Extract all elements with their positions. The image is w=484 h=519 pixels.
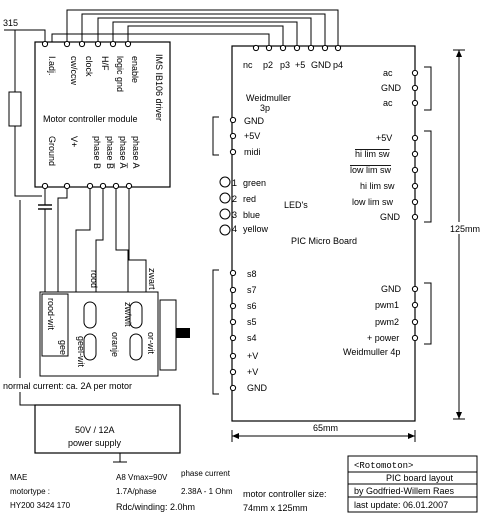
coil-1 xyxy=(84,302,96,328)
pin-phase-b-bar: phase B̅ xyxy=(105,136,115,170)
pin-midi-5v: +5V xyxy=(244,131,261,141)
pin-hi-lim-2: hi lim sw xyxy=(360,181,395,191)
weidmuller-3p-name: Weidmuller xyxy=(246,93,291,103)
led-1-color: green xyxy=(243,178,267,188)
power-supply xyxy=(35,405,180,462)
motor-shaft xyxy=(176,328,190,338)
led-4-color: yellow xyxy=(243,224,269,234)
pin-s7: s7 xyxy=(247,285,257,295)
pin-sw-5v: +5V xyxy=(376,133,393,143)
spec-phase-current-value: 2.38A - 1 Ohm xyxy=(181,487,233,496)
pin-iadj: I.adj. xyxy=(47,56,57,76)
spec-mae: MAE xyxy=(10,473,28,482)
pin-pwm2: pwm2 xyxy=(375,317,400,327)
height-dimension xyxy=(448,50,480,419)
pin-hf: H/F xyxy=(100,56,110,71)
pin-s5: s5 xyxy=(247,317,257,327)
pin-pwm1: pwm1 xyxy=(375,300,400,310)
spec-motortype-label: motortype : xyxy=(10,487,51,496)
weidmuller-3p-sub: 3p xyxy=(260,103,271,113)
pin-ground: Ground xyxy=(47,136,57,167)
control-wires xyxy=(4,10,338,46)
psu-line2: power supply xyxy=(68,438,122,448)
pin-sw-gnd: GND xyxy=(380,212,400,222)
resistor-symbol xyxy=(9,92,21,126)
pin-s6: s6 xyxy=(247,301,257,311)
pin-hi-lim-1: hi lim sw xyxy=(355,149,390,159)
pin-vplus-1: +V xyxy=(247,351,259,361)
pin-p4: p4 xyxy=(333,60,344,70)
stepper-motor xyxy=(1,268,190,392)
wire-rood: rood xyxy=(89,270,99,289)
pin-enable: enable xyxy=(130,56,140,84)
pin-p3: p3 xyxy=(280,60,291,70)
title-subtitle: PIC board layout xyxy=(386,473,454,483)
led-3-num: 3 xyxy=(232,210,238,220)
spec-rdc: Rdc/winding: 2.0hm xyxy=(116,502,196,512)
wire-or-wit: or-wit xyxy=(146,332,156,354)
pin-cw-ccw: cw/ccw xyxy=(69,56,79,85)
led-1-num: 1 xyxy=(232,178,238,188)
title-name: <Rotomoton> xyxy=(354,461,414,471)
pin-low-lim-1: low lim sw xyxy=(350,165,392,175)
led-1 xyxy=(220,177,230,187)
pin-phase-a: phase A xyxy=(131,136,141,169)
pin-gnd-bottom: GND xyxy=(247,383,267,393)
motor-specs xyxy=(10,469,327,513)
pin-ac-2: ac xyxy=(383,98,393,108)
led-2-num: 2 xyxy=(232,194,238,204)
spec-a8: A8 Vmax=90V xyxy=(116,473,168,482)
normal-current-note: normal current: ca. 2A per motor xyxy=(3,381,133,391)
spec-motortype-value: HY200 3424 170 xyxy=(10,501,71,510)
wire-zw-wit: zw/wit xyxy=(123,302,133,327)
weidmuller-4p-label: Weidmuller 4p xyxy=(343,347,401,357)
spec-per-phase: 1.7A/phase xyxy=(116,487,157,496)
pin-clock: clock xyxy=(84,56,94,77)
wire-zwart: zwart xyxy=(147,268,157,290)
title-author: by Godfried-Willem Raes xyxy=(354,486,455,496)
pin-midi: midi xyxy=(244,147,261,157)
pin-s8: s8 xyxy=(247,269,257,279)
controller-size-value: 74mm x 125mm xyxy=(243,503,308,513)
pin-nc: nc xyxy=(243,60,253,70)
pic-board xyxy=(213,45,431,421)
leds-label: LED's xyxy=(284,200,308,210)
pin-vplus-2: +V xyxy=(247,367,259,377)
phase-wires xyxy=(58,189,146,300)
led-3 xyxy=(220,209,230,219)
led-4 xyxy=(220,225,230,235)
title-block xyxy=(348,456,477,512)
led-2 xyxy=(220,193,230,203)
driver-label: IMS IB106 driver xyxy=(154,54,164,122)
title-last-update: last update: 06.01.2007 xyxy=(354,500,449,510)
wire-geel-wit: geel-wit xyxy=(76,336,86,368)
pin-gnd-top: GND xyxy=(311,60,331,70)
height-dim-label: 125mm xyxy=(450,224,481,234)
pin-power: + power xyxy=(367,333,400,343)
pin-low-lim-2: low lim sw xyxy=(352,197,394,207)
module-title: Motor controller module xyxy=(43,114,138,124)
wire-oranje: oranje xyxy=(110,332,120,358)
width-dimension xyxy=(232,423,415,442)
motor-controller-module xyxy=(35,41,170,188)
board-label: PIC Micro Board xyxy=(291,236,358,246)
pin-logic-gnd: logic gnd xyxy=(115,56,125,93)
pin-midi-gnd: GND xyxy=(244,116,264,126)
coil-4 xyxy=(130,334,142,360)
pin-p2: p2 xyxy=(263,60,274,70)
wire-rood-wit: rood-wit xyxy=(46,298,56,331)
wire-geel: geel xyxy=(58,340,68,358)
pin-s4: s4 xyxy=(247,333,257,343)
psu-line1: 50V / 12A xyxy=(75,425,115,435)
controller-size-label: motor controller size: xyxy=(243,489,327,499)
pin-pwr-gnd: GND xyxy=(381,284,401,294)
spec-phase-current-label: phase current xyxy=(181,469,230,478)
resistor-label: 315 xyxy=(3,18,19,28)
pin-phase-a-bar: phase A̅ xyxy=(118,136,128,169)
led-3-color: blue xyxy=(243,210,261,220)
pin-vplus: V+ xyxy=(69,136,79,148)
width-dim-label: 65mm xyxy=(313,423,339,433)
led-4-num: 4 xyxy=(232,224,238,234)
pin-ac-1: ac xyxy=(383,68,393,78)
pin-phase-b: phase B xyxy=(92,136,102,170)
led-2-color: red xyxy=(243,194,257,204)
pin-plus5: +5 xyxy=(295,60,306,70)
pin-ac-gnd: GND xyxy=(381,83,401,93)
